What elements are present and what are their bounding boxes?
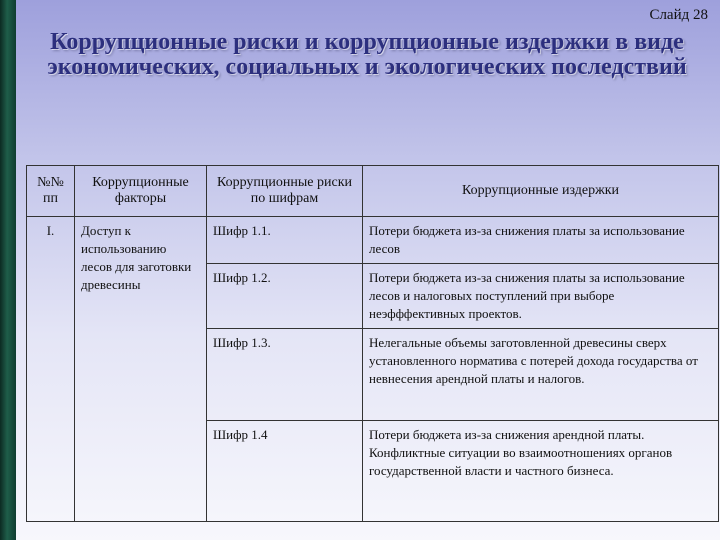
header-risks: Коррупционные риски по шифрам (207, 166, 363, 217)
slide-number: Слайд 28 (649, 7, 708, 23)
risk-code-cell: Шифр 1.4 (207, 421, 363, 522)
risk-cost-cell: Потери бюджета из-за снижения платы за использование лесов (363, 217, 719, 264)
risk-code-cell: Шифр 1.2. (207, 264, 363, 329)
header-costs: Коррупционные издержки (363, 166, 719, 217)
table-row (27, 217, 719, 264)
corruption-risks-table (26, 165, 719, 522)
risk-cost-cell: Потери бюджета из-за снижения платы за использование лесов и налоговых поступлений при выборе неэфффективных проектов. (363, 264, 719, 329)
slide-title: Коррупционные риски и коррупционные издержки в виде экономических, социальных и экологических последствий (47, 29, 687, 80)
header-factors: Коррупционные факторы (75, 166, 207, 217)
risk-cost-cell: Потери бюджета из-за снижения арендной платы. Конфликтные ситуации во взаимоотношениях органов государственной власти и частного бизнеса. (363, 421, 719, 522)
risk-code-cell: Шифр 1.3. (207, 329, 363, 421)
risk-cost-cell: Нелегальные объемы заготовленной древесины сверх установленного норматива с потерей дохода государства от невнесения арендной платы и налогов. (363, 329, 719, 421)
table-header-row (27, 166, 719, 217)
header-num: №№ пп (27, 166, 75, 217)
risk-code-cell: Шифр 1.1. (207, 217, 363, 264)
group-factor-cell: Доступ к использованию лесов для заготовки древесины (75, 217, 207, 522)
left-accent-bar (0, 0, 16, 540)
group-number-cell: I. (27, 217, 75, 522)
